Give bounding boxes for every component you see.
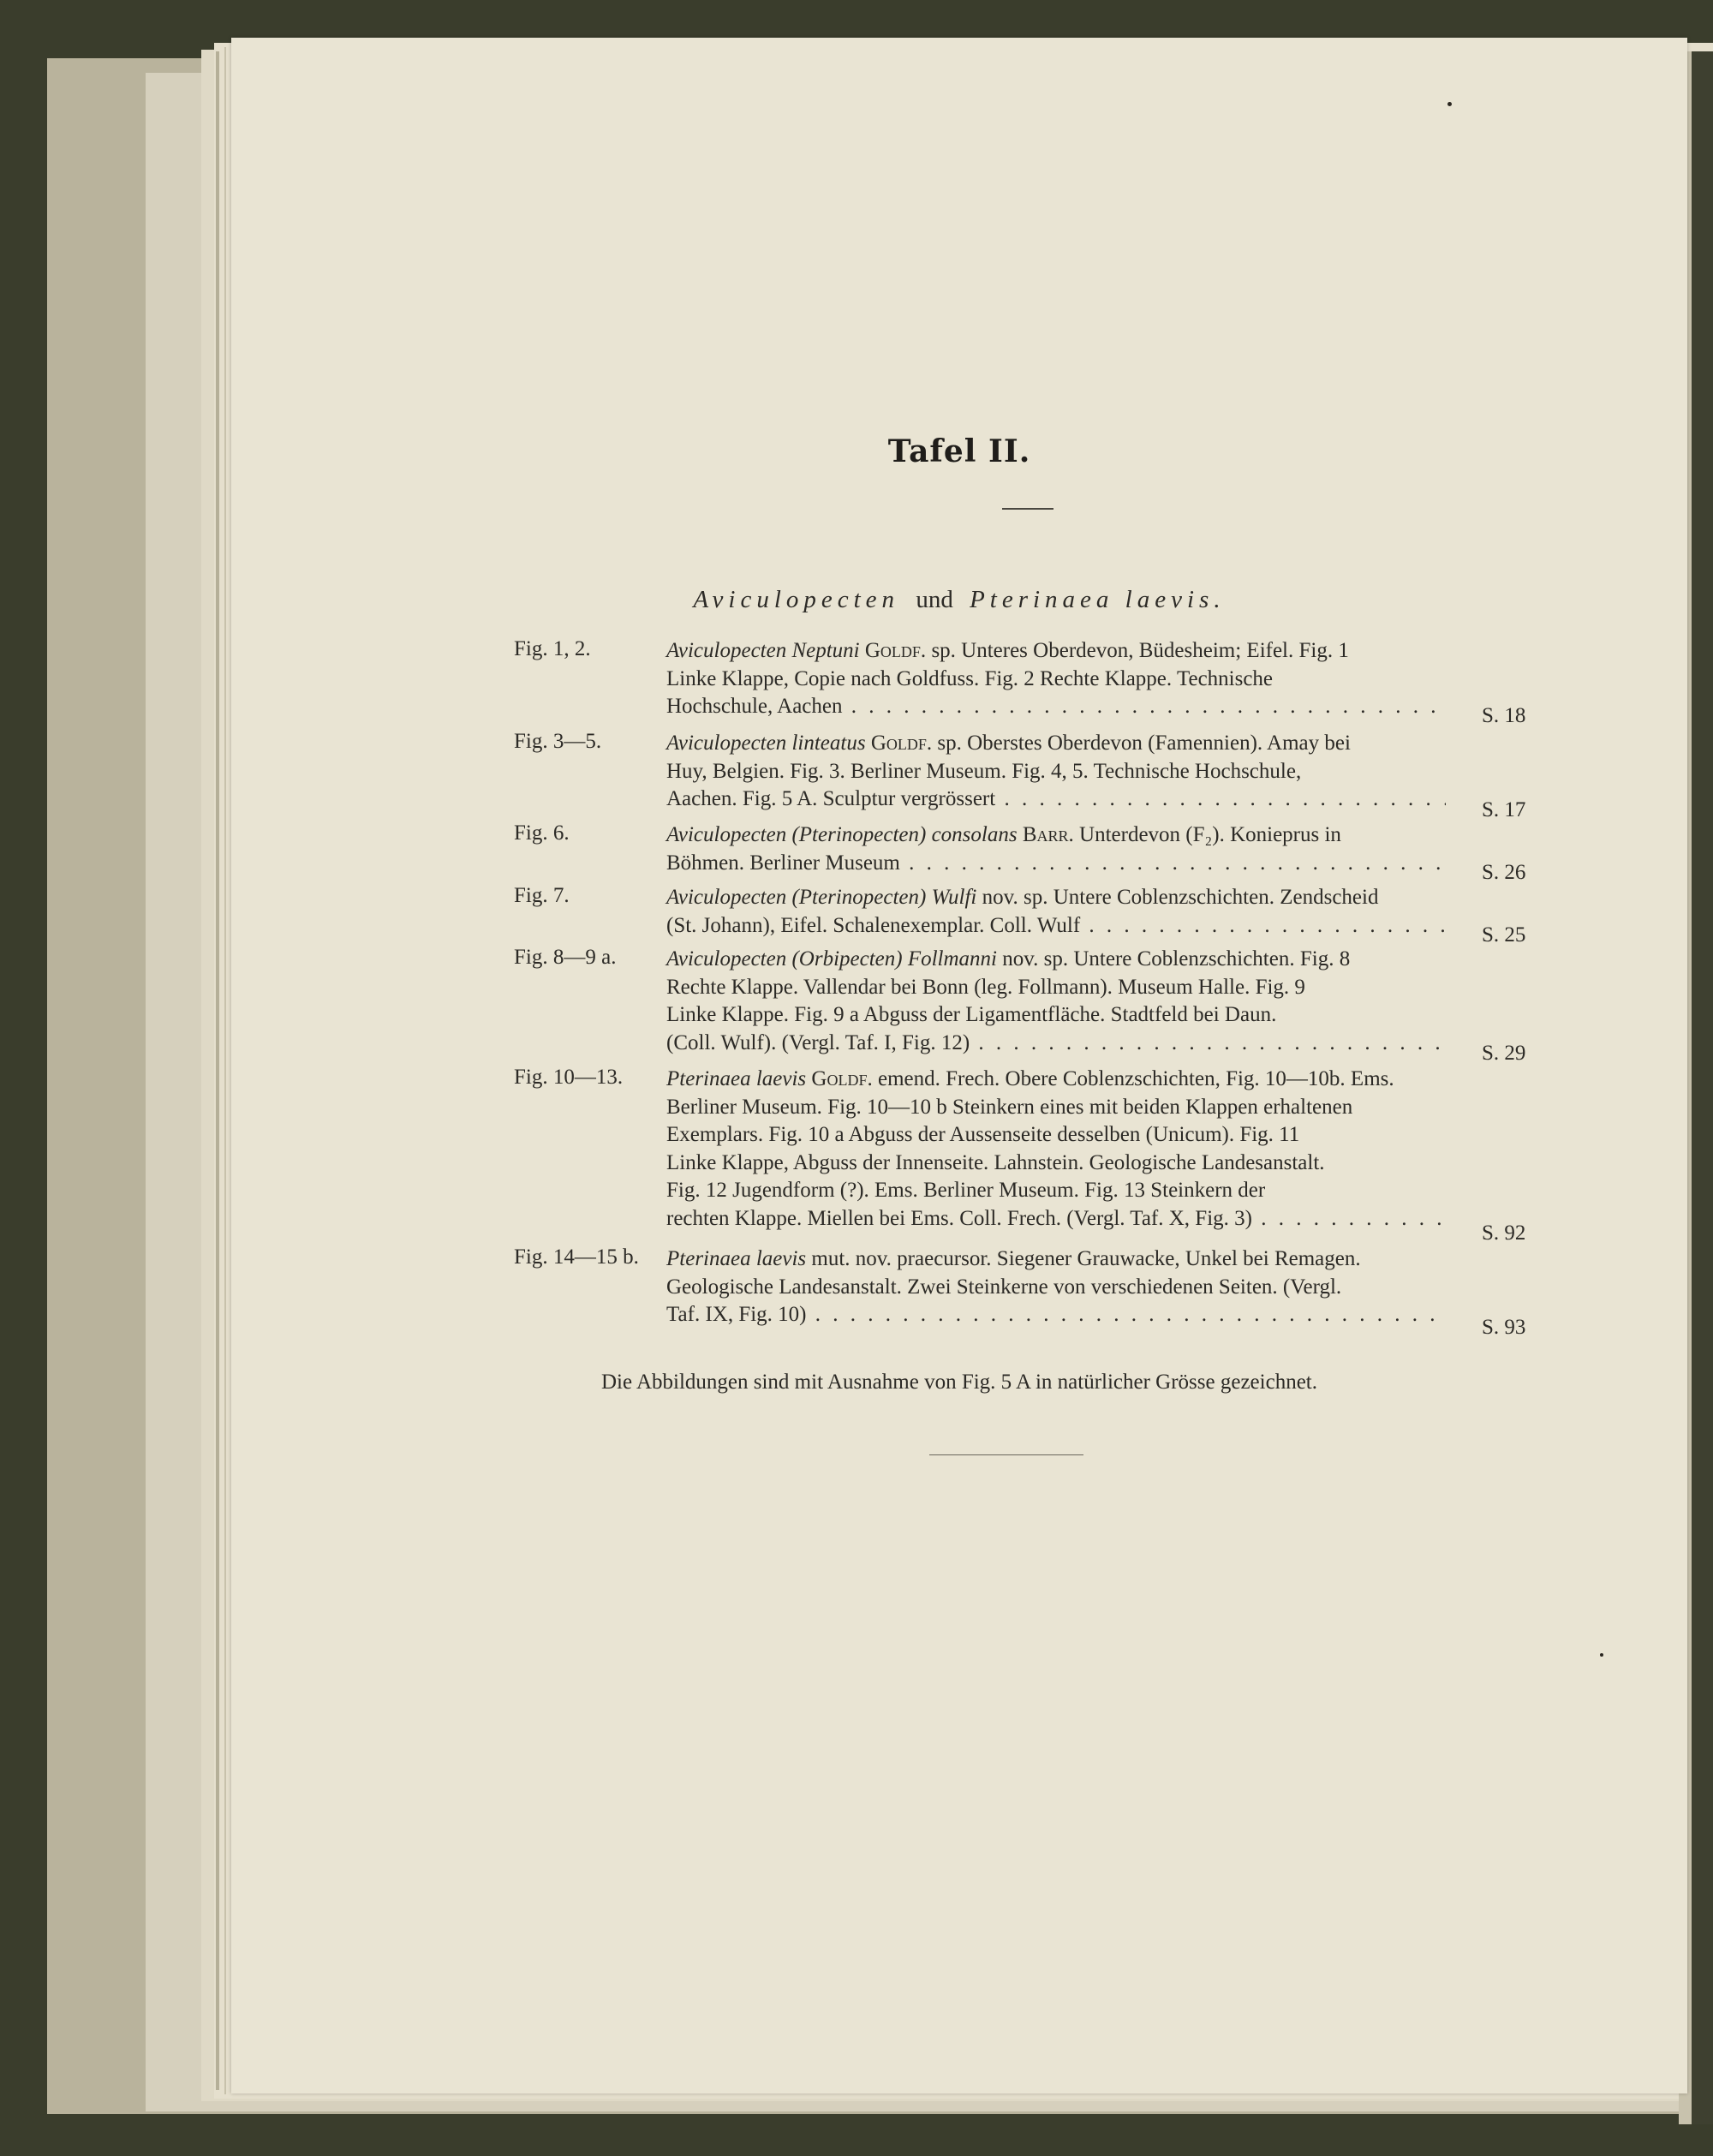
subtitle-genus-1: Aviculopecten (693, 586, 900, 613)
paper-speck (1447, 102, 1452, 106)
paper-speck (1600, 1653, 1603, 1657)
subtitle-genus-2: Pterinaea laevis. (970, 586, 1226, 613)
entry-description (666, 821, 1446, 877)
section-subtitle (231, 586, 1687, 614)
page-reference: S. 29 (1482, 1042, 1526, 1065)
species-name: Pterinaea laevis (666, 1247, 807, 1270)
description-line: sp. Oberstes Oberdevon (Famennien). Amay bei (932, 732, 1351, 755)
description-line: Exemplars. Fig. 10 a Abguss der Aussenseite desselben (Unicum). Fig. 11 (666, 1123, 1300, 1146)
entry-description (666, 637, 1446, 721)
description-line: Geologische Landesanstalt. Zwei Steinkerne von verschiedenen Seiten. (Vergl. (666, 1275, 1342, 1299)
species-name: Aviculopecten (Orbipecten) Follmanni (666, 947, 997, 970)
species-author: Goldf. (811, 1067, 873, 1090)
figure-label: Fig. 6. (514, 821, 570, 845)
page-reference: S. 93 (1482, 1316, 1526, 1339)
entry-description (666, 884, 1446, 940)
description-line: mut. nov. praecursor. Siegener Grauwacke, Unkel bei Remagen. (806, 1247, 1361, 1270)
species-author: Goldf. (870, 732, 933, 755)
description-line: Unterdevon (F₂). Konieprus in (1073, 823, 1341, 846)
page-reference: S. 92 (1482, 1221, 1526, 1245)
title-rule (1002, 508, 1053, 510)
figure-label: Fig. 14—15 b. (514, 1245, 639, 1269)
species-author: Goldf. (864, 639, 927, 662)
description-line: Taf. IX, Fig. 10) . . . (666, 1301, 1446, 1329)
page-reference: S. 18 (1482, 704, 1526, 727)
page-reference: S. 17 (1482, 798, 1526, 821)
species-author: Barr. (1022, 823, 1074, 846)
species-name: Aviculopecten (Pterinopecten) Wulfi (666, 886, 977, 909)
species-name: Aviculopecten Neptuni (666, 639, 860, 662)
description-line: sp. Unteres Oberdevon, Büdesheim; Eifel. Fig. 1 (926, 639, 1349, 662)
description-line: (St. Johann), Eifel. Schalenexemplar. Coll. Wulf . . . (666, 912, 1446, 941)
figure-label: Fig. 10—13. (514, 1066, 624, 1089)
entry-description (666, 1066, 1446, 1233)
description-line: Linke Klappe, Abguss der Innenseite. Lahnstein. Geologische Landesanstalt. (666, 1150, 1325, 1174)
figure-label: Fig. 7. (514, 884, 570, 907)
figure-label: Fig. 1, 2. (514, 637, 591, 660)
description-line: Huy, Belgien. Fig. 3. Berliner Museum. Fig. 4, 5. Technische Hochschule, (666, 759, 1302, 783)
entry-description (666, 946, 1446, 1057)
species-name: Aviculopecten (Pterinopecten) consolans (666, 823, 1018, 846)
description-line: Linke Klappe. Fig. 9 a Abguss der Ligamentfläche. Stadtfeld bei Daun. (666, 1003, 1277, 1026)
page-reference: S. 26 (1482, 861, 1526, 884)
figure-label: Fig. 3—5. (514, 730, 602, 753)
page-gutter (224, 47, 226, 2094)
description-line: Berliner Museum. Fig. 10—10 b Steinkern eines mit beiden Klappen erhaltenen (666, 1095, 1353, 1119)
document-page (231, 38, 1687, 2093)
species-name: Pterinaea laevis (666, 1067, 807, 1090)
description-line: nov. sp. Untere Coblenzschichten. Fig. 8 (997, 947, 1351, 970)
description-line: Fig. 12 Jugendform (?). Ems. Berliner Museum. Fig. 13 Steinkern der (666, 1179, 1266, 1202)
page-title: Tafel II. (887, 433, 1031, 469)
description-line: nov. sp. Untere Coblenzschichten. Zendscheid (976, 886, 1379, 909)
page-reference: S. 25 (1482, 923, 1526, 947)
description-line: Böhmen. Berliner Museum . . . (666, 850, 1446, 878)
page-gutter (216, 51, 219, 2090)
entry-description (666, 1245, 1446, 1329)
description-line: rechten Klappe. Miellen bei Ems. Coll. Frech. (Vergl. Taf. X, Fig. 3) . . . (666, 1205, 1446, 1233)
description-line: Aachen. Fig. 5 A. Sculptur vergrössert . . . (666, 785, 1446, 814)
description-line: Linke Klappe, Copie nach Goldfuss. Fig. 2 Rechte Klappe. Technische (666, 666, 1274, 690)
description-line: emend. Frech. Obere Coblenzschichten, Fig. 10—10b. Ems. (872, 1067, 1394, 1090)
subtitle-connector: und (916, 586, 953, 613)
entry-description (666, 730, 1446, 814)
species-name: Aviculopecten linteatus (666, 732, 866, 755)
description-line: (Coll. Wulf). (Vergl. Taf. I, Fig. 12) . . . (666, 1030, 1446, 1058)
description-line: Hochschule, Aachen . . . (666, 693, 1446, 721)
figure-label: Fig. 8—9 a. (514, 946, 617, 969)
closing-rule (929, 1454, 1083, 1455)
description-line: Rechte Klappe. Vallendar bei Bonn (leg. Follmann). Museum Halle. Fig. 9 (666, 975, 1305, 999)
footnote: Die Abbildungen sind mit Ausnahme von Fig. 5 A in natürlicher Grösse gezeichnet. (601, 1371, 1317, 1394)
book-edge-shadow (1692, 51, 1713, 2124)
